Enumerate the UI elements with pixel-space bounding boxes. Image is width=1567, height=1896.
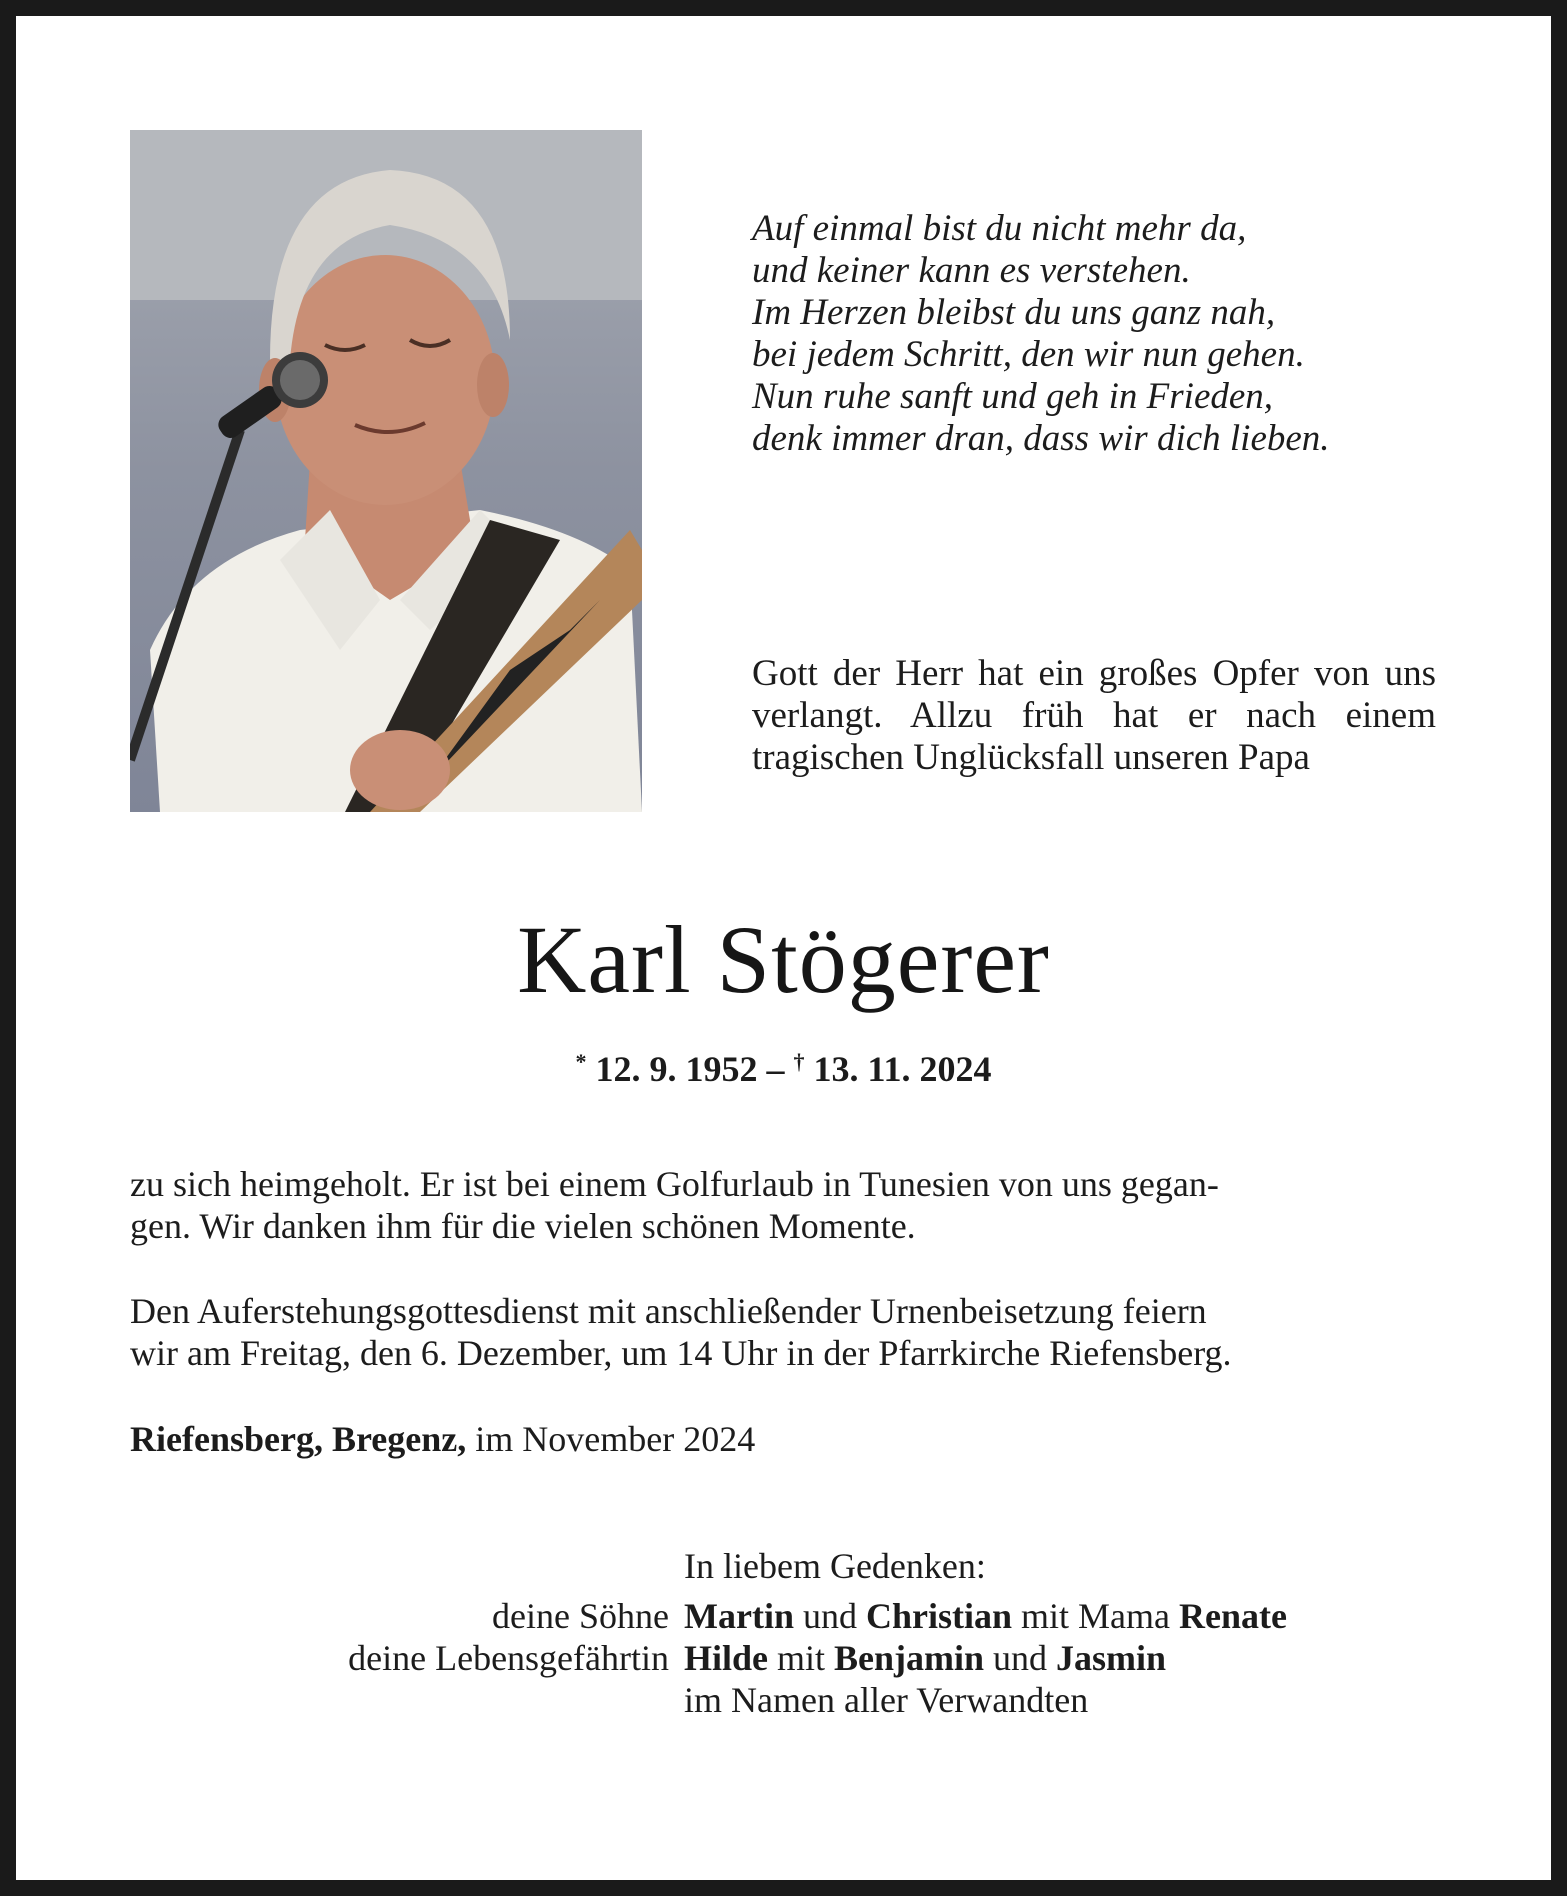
place-date: [130, 1418, 755, 1460]
paragraph-line: gen. Wir danken ihm für die vielen schönen Momente.: [130, 1206, 916, 1246]
date-separator: –: [766, 1049, 785, 1089]
poem-line: bei jedem Schritt, den wir nun gehen.: [752, 334, 1305, 375]
mourner-name: Jasmin: [1056, 1638, 1167, 1678]
mourner-name: Hilde: [684, 1638, 769, 1678]
mourner-conjunction: mit Mama: [1021, 1596, 1170, 1636]
mourner-name: Benjamin: [834, 1638, 985, 1678]
death-symbol: †: [793, 1049, 805, 1074]
poem-line: und keiner kann es verstehen.: [752, 250, 1191, 291]
birth-date: 12. 9. 1952: [595, 1049, 758, 1089]
mourner-name: Martin: [684, 1596, 794, 1636]
intro-text: Gott der Herr hat ein großes Opfer von uns verlangt. Allzu früh hat er nach einem tragischen Unglücksfall unseren Papa: [752, 653, 1436, 778]
poem-line: Auf einmal bist du nicht mehr da,: [752, 208, 1247, 249]
place-month: im November 2024: [475, 1419, 756, 1459]
mourners-closing: im Namen aller Verwandten: [684, 1680, 1089, 1720]
relation-label: deine Lebensgefährtin: [348, 1638, 669, 1678]
paragraph-line: zu sich heimgeholt. Er ist bei einem Golfurlaub in Tunesien von uns gegan-: [130, 1164, 1219, 1204]
mourner-name: Renate: [1178, 1596, 1287, 1636]
relation-label: deine Söhne: [492, 1596, 669, 1636]
poem-line: denk immer dran, dass wir dich lieben.: [752, 418, 1330, 459]
mourners-heading: In liebem Gedenken:: [684, 1546, 986, 1586]
paragraph-2: [130, 1290, 1440, 1374]
mourner-names: [684, 1595, 1287, 1637]
place-name: Riefensberg, Bregenz,: [130, 1419, 467, 1459]
mourner-name: Christian: [865, 1596, 1012, 1636]
mourner-conjunction: und: [802, 1596, 857, 1636]
deceased-name: Karl Stögerer: [517, 906, 1050, 1013]
birth-symbol: *: [575, 1049, 587, 1074]
poem-line: Nun ruhe sanft und geh in Frieden,: [752, 376, 1274, 417]
mourner-names: [684, 1637, 1166, 1679]
paragraph-line: Den Auferstehungsgottesdienst mit anschließender Urnenbeisetzung feiern: [130, 1291, 1207, 1331]
mourner-conjunction: mit: [777, 1638, 826, 1678]
poem: [752, 208, 1472, 460]
mourner-conjunction: und: [993, 1638, 1048, 1678]
life-dates: [0, 1040, 1567, 1091]
paragraph-1: [130, 1163, 1440, 1247]
poem-line: Im Herzen bleibst du uns ganz nah,: [752, 292, 1276, 333]
death-date: 13. 11. 2024: [813, 1049, 992, 1089]
paragraph-line: wir am Freitag, den 6. Dezember, um 14 Uhr in der Pfarrkirche Riefensberg.: [130, 1333, 1232, 1373]
portrait-photo: [130, 130, 642, 812]
